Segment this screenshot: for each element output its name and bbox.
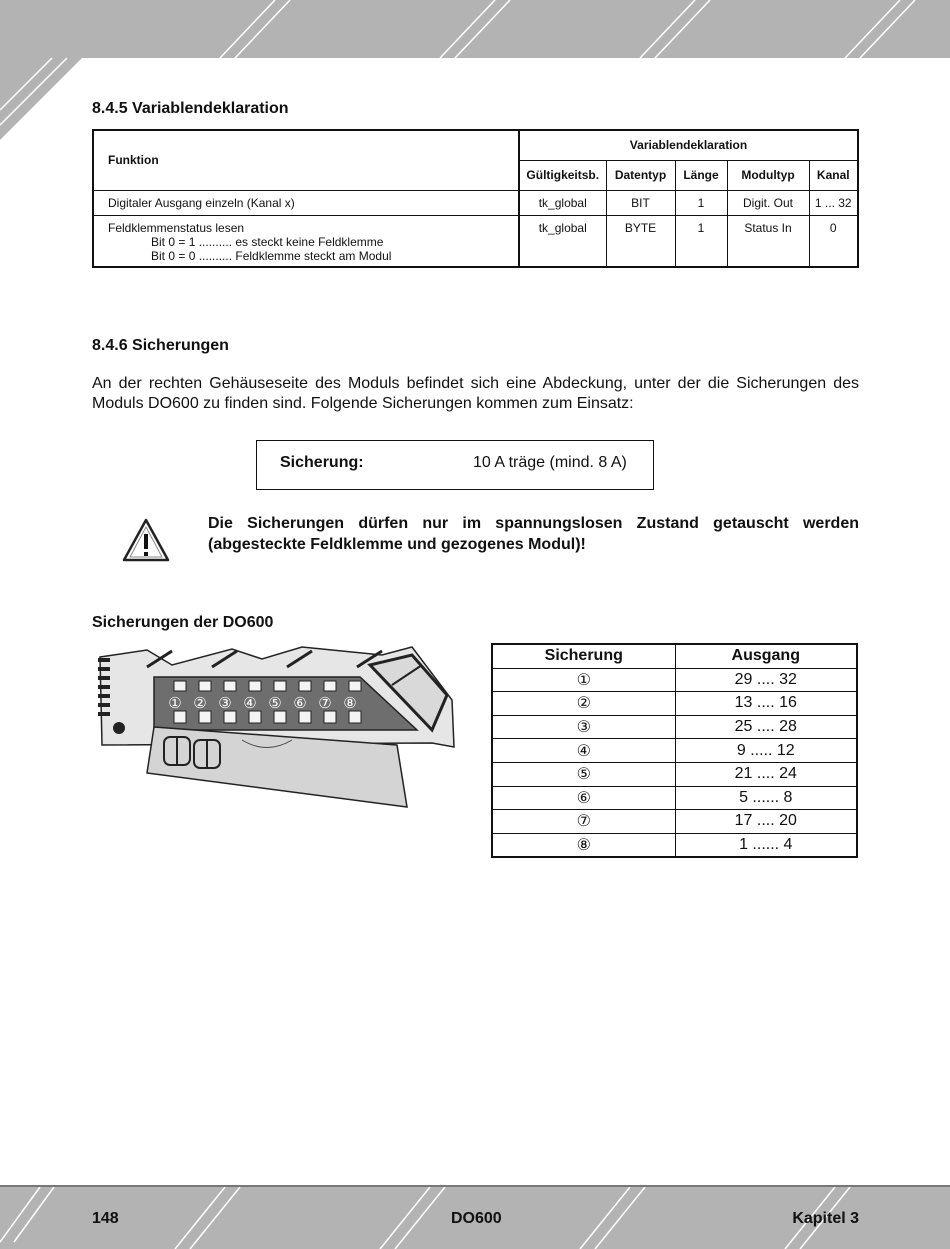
column-header: Sicherung: [492, 644, 675, 668]
funktion-header: Funktion: [93, 130, 519, 190]
column-header: Länge: [675, 160, 727, 190]
column-header: Kanal: [809, 160, 858, 190]
warning-triangle-icon: [121, 517, 171, 563]
fuse-number-label: ④: [243, 694, 257, 712]
table-cell: Status In: [727, 215, 809, 267]
fuses-section-title: Sicherungen der DO600: [92, 614, 274, 631]
table-cell: tk_global: [519, 190, 606, 215]
fuse-cell: ⑥: [492, 786, 675, 810]
table-row: [492, 786, 857, 810]
product-name: DO600: [451, 1210, 502, 1227]
chapter-label: Kapitel 3: [792, 1210, 859, 1227]
corner-decoration: [0, 0, 82, 150]
header-band: [0, 0, 950, 58]
fuse-number-label: ②: [193, 694, 207, 712]
section-title-845: 8.4.5 Variablendeklaration: [92, 100, 289, 117]
table-row: [492, 692, 857, 716]
section-title-846: 8.4.6 Sicherungen: [92, 337, 229, 354]
table-row: [492, 833, 857, 857]
table-cell: tk_global: [519, 215, 606, 267]
funktion-subline: Bit 0 = 1 .......... es steckt keine Feldklemme: [151, 234, 384, 249]
column-header: Modultyp: [727, 160, 809, 190]
fuse-number-label: ①: [168, 694, 182, 712]
fuse-number-label: ③: [218, 694, 232, 712]
funktion-subline: Bit 0 = 0 .......... Feldklemme steckt am Modul: [151, 248, 392, 263]
fuse-cell: ④: [492, 739, 675, 763]
output-cell: 9 ..... 12: [675, 739, 857, 763]
warning-text: Die Sicherungen dürfen nur im spannungslosen Zustand getauscht werden (abgesteckte Feldklemme und gezogenes Modul)!: [208, 515, 859, 553]
table-row: [492, 810, 857, 834]
intro-paragraph: An der rechten Gehäuseseite des Moduls befindet sich eine Abdeckung, unter der die Sicherungen des Moduls DO600 zu finden sind. Folgende Sicherungen kommen zum Einsatz:: [92, 375, 859, 412]
fuse-cell: ⑤: [492, 762, 675, 786]
variable-declaration-table: [92, 129, 859, 268]
table-cell: 1: [675, 190, 727, 215]
fuse-cell: ①: [492, 668, 675, 692]
fuse-spec-label: Sicherung:: [280, 454, 364, 471]
output-cell: 13 .... 16: [675, 692, 857, 716]
header-stripes: [0, 0, 950, 58]
output-cell: 29 .... 32: [675, 668, 857, 692]
column-header: Datentyp: [606, 160, 675, 190]
fuse-number-label: ⑦: [318, 694, 332, 712]
fuse-number-label: ⑥: [293, 694, 307, 712]
column-header: Gültigkeitsb.: [519, 160, 606, 190]
table-cell: Digit. Out: [727, 190, 809, 215]
table-cell: BIT: [606, 190, 675, 215]
fuse-spec-box: [256, 440, 654, 490]
table-cell: 0: [809, 215, 858, 267]
funktion-label: Feldklemmenstatus lesen: [108, 220, 245, 235]
module-illustration: [92, 645, 457, 810]
fuse-output-table: [491, 643, 858, 858]
output-cell: 21 .... 24: [675, 762, 857, 786]
column-header: Ausgang: [675, 644, 857, 668]
table-row: [492, 715, 857, 739]
output-cell: 17 .... 20: [675, 810, 857, 834]
fuse-cell: ⑧: [492, 833, 675, 857]
fuse-spec-value: 10 A träge (mind. 8 A): [473, 454, 627, 471]
table-row: [93, 190, 858, 215]
fuse-cell: ③: [492, 715, 675, 739]
output-cell: 1 ...... 4: [675, 833, 857, 857]
funktion-cell: [93, 215, 519, 267]
fuse-cell: ⑦: [492, 810, 675, 834]
output-cell: 5 ...... 8: [675, 786, 857, 810]
output-cell: 25 .... 28: [675, 715, 857, 739]
fuse-number-label: ⑧: [343, 694, 357, 712]
funktion-cell: Digitaler Ausgang einzeln (Kanal x): [93, 190, 519, 215]
fuse-number-label: ⑤: [268, 694, 282, 712]
table-row: [93, 215, 858, 267]
group-header: Variablendeklaration: [519, 130, 858, 160]
table-row: [492, 668, 857, 692]
fuse-cell: ②: [492, 692, 675, 716]
table-cell: BYTE: [606, 215, 675, 267]
table-row: [492, 762, 857, 786]
table-cell: 1 ... 32: [809, 190, 858, 215]
table-row: [492, 739, 857, 763]
table-cell: 1: [675, 215, 727, 267]
page-number: 148: [92, 1210, 119, 1227]
